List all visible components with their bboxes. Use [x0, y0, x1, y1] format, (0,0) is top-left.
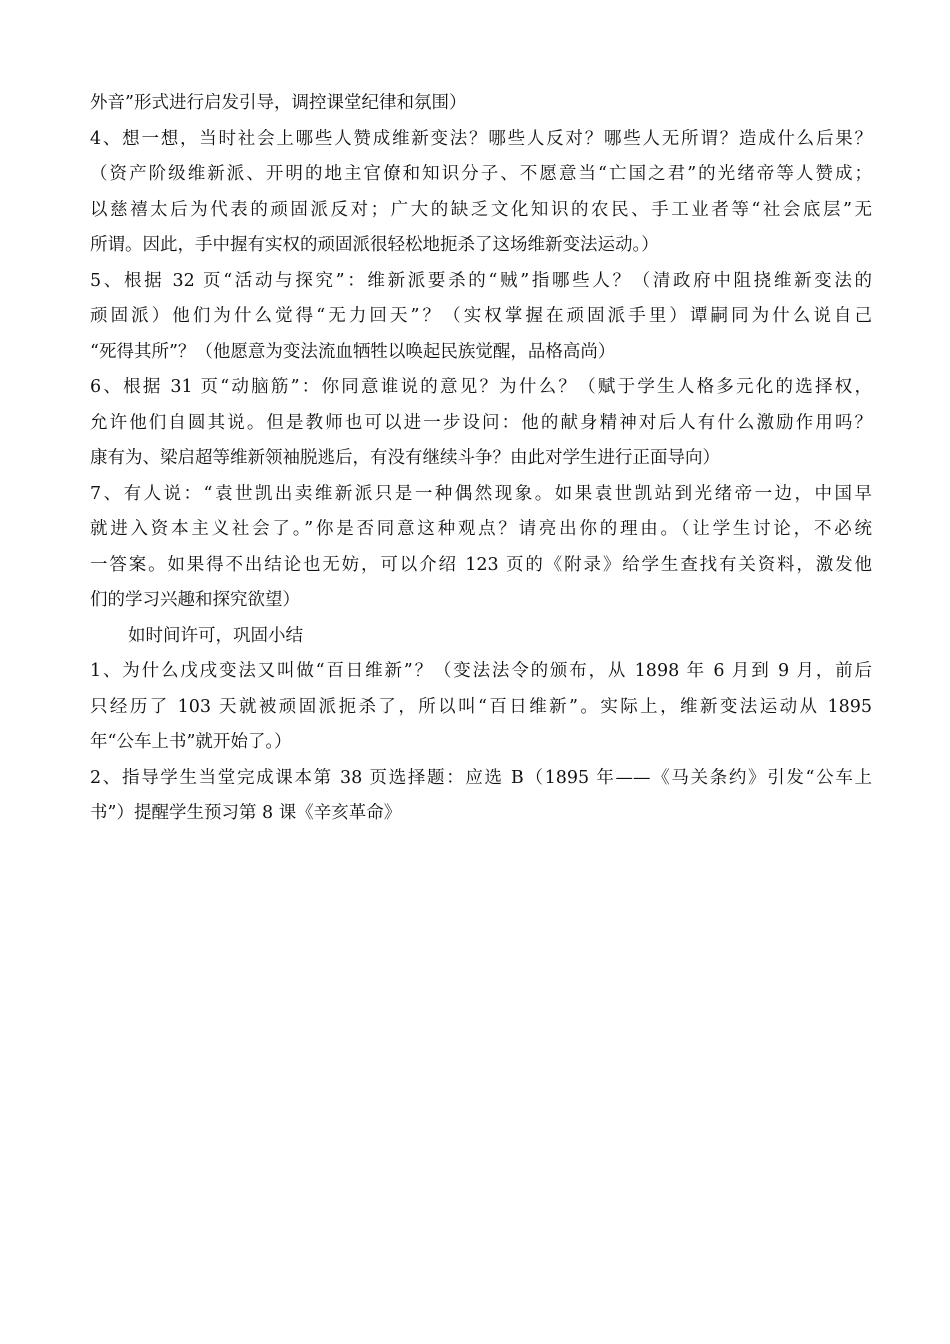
question-6-line: 6、根据 31 页“动脑筋”：你同意谁说的意见？为什么？（赋于学生人格多元化的选择权，: [90, 377, 872, 397]
text-line: 们的学习兴趣和探究欲望）: [90, 590, 300, 610]
question-5-line: 5、根据 32 页“活动与探究”：维新派要杀的“贼”指哪些人？（清政府中阻挠维新变法的: [90, 270, 872, 291]
text-line: 外音”形式进行启发引导，调控课堂纪律和氛围）: [90, 93, 467, 113]
text-line: 就进入资本主义社会了。”你是否同意这种观点？请亮出你的理由。（让学生讨论，不必统: [90, 519, 872, 539]
question-7-line: 7、有人说：“袁世凯出卖维新派只是一种偶然现象。如果袁世凯站到光绪帝一边，中国早: [90, 483, 872, 504]
text-line: （资产阶级维新派、开明的地主官僚和知识分子、不愿意当“亡国之君”的光绪帝等人赞成；: [90, 164, 872, 184]
summary-1-line: 1、为什么戊戌变法又叫做“百日维新”？（变法法令的颁布，从 1898 年 6 月到 9 月，前后: [90, 661, 872, 681]
text-line: 顽固派）他们为什么觉得“无力回天”？（实权掌握在顽固派手里）谭嗣同为什么说自己: [90, 306, 872, 326]
text-line: “死得其所”？（他愿意为变法流血牺牲以唤起民族觉醒，品格高尚）: [90, 341, 616, 362]
summary-2-line: 2、指导学生当堂完成课本第 38 页选择题：应选 B（1895 年——《马关条约》引发“公车上: [90, 767, 872, 788]
text-line: 书”）提醒学生预习第 8 课《辛亥革命》: [90, 803, 402, 823]
section-heading: 如时间许可，巩固小结: [128, 625, 303, 646]
question-4-line: 4、想一想，当时社会上哪些人赞成维新变法？哪些人反对？哪些人无所谓？造成什么后果？: [90, 128, 872, 149]
text-line: 康有为、梁启超等维新领袖脱逃后，有没有继续斗争？由此对学生进行正面导向）: [90, 448, 720, 468]
text-line: 以慈禧太后为代表的顽固派反对；广大的缺乏文化知识的农民、手工业者等“社会底层”无: [90, 199, 872, 220]
text-line: 允许他们自圆其说。但是教师也可以进一步设问：他的献身精神对后人有什么激励作用吗？: [90, 412, 872, 433]
text-line: 只经历了 103 天就被顽固派扼杀了，所以叫“百日维新”。实际上，维新变法运动从 1895: [90, 696, 872, 717]
text-line: 所谓。因此，手中握有实权的顽固派很轻松地扼杀了这场维新变法运动。）: [90, 235, 659, 255]
document-body: [90, 86, 872, 832]
text-line: 年“公车上书”就开始了。）: [90, 732, 292, 752]
text-line: 一答案。如果得不出结论也无妨，可以介绍 123 页的《附录》给学生查找有关资料，激发他: [90, 554, 872, 575]
